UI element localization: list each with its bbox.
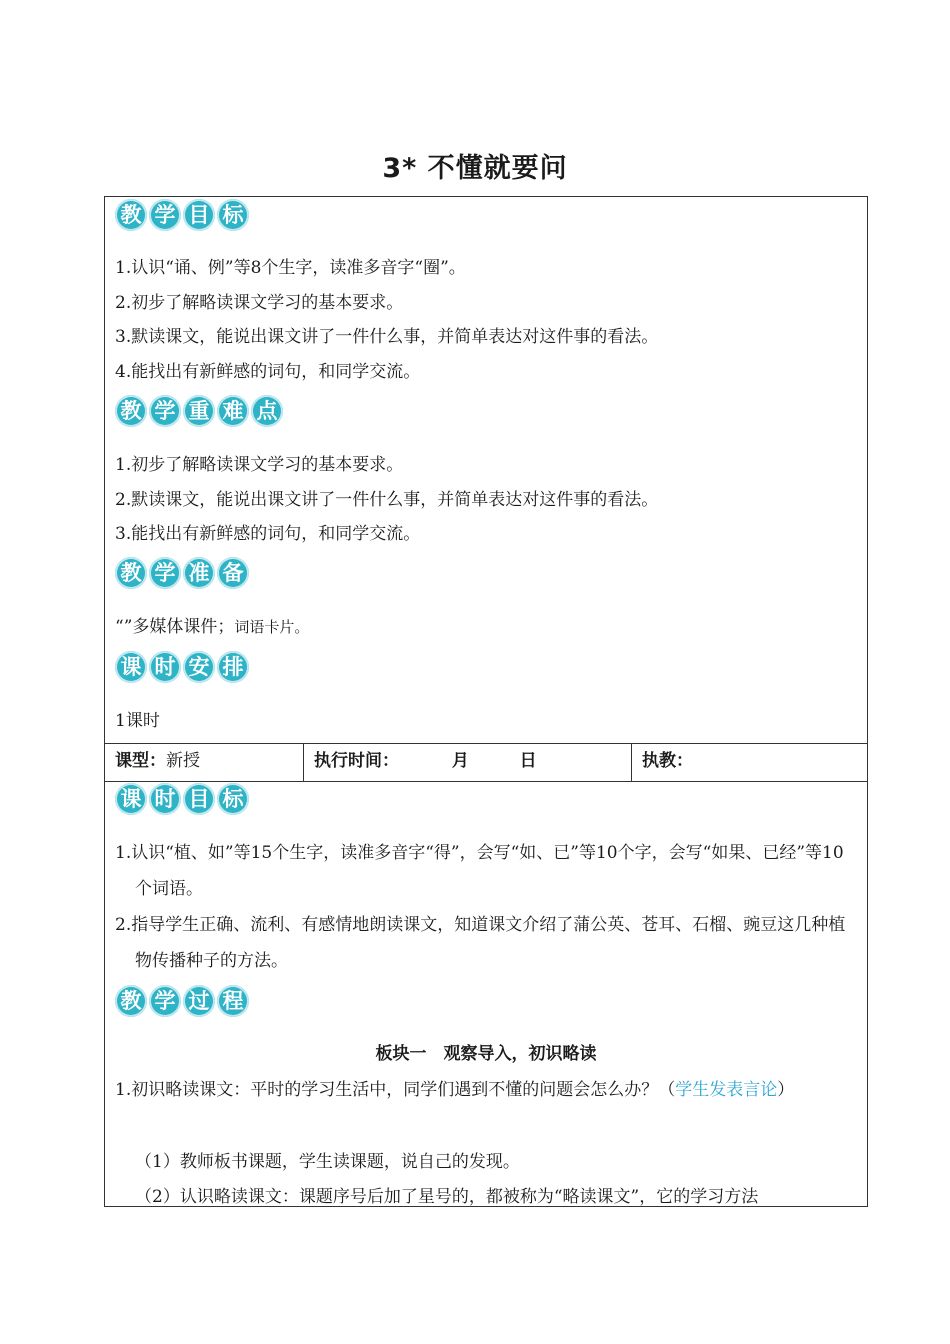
goal-item: 3.默读课文，能说出课文讲了一件什么事，并简单表达对这件事的看法。	[115, 327, 659, 347]
section-badge-key-points	[115, 395, 283, 427]
lesson-goal-item: 1.认识“植、如”等15个生字，读准多音字“得”，会写“如、已”等10个字，会写“如果、已经”等10个词语。	[115, 843, 844, 899]
block-title: 板块一 观察导入，初识略读	[375, 1044, 597, 1064]
process-item-end: ）	[777, 1080, 795, 1100]
execution-time-cell	[304, 744, 632, 781]
badge-char: 安	[183, 651, 215, 683]
prep-cards: 词语卡片。	[234, 618, 310, 636]
lesson-type-value: 新授	[166, 751, 200, 771]
process-item	[115, 1072, 859, 1108]
schedule-text: 1课时	[115, 711, 160, 731]
badge-char: 程	[217, 985, 249, 1017]
goal-item: 1.认识“诵、例”等8个生字，读准多音字“圈”。	[115, 258, 466, 278]
badge-char: 学	[149, 199, 181, 231]
process-item-text: 1.初识略读课文：平时的学习生活中，同学们遇到不懂的问题会怎么办？（	[115, 1080, 676, 1100]
badge-char: 教	[115, 395, 147, 427]
goal-item: 2.初步了解略读课文学习的基本要求。	[115, 293, 404, 313]
teacher-cell	[632, 744, 867, 781]
badge-char: 点	[251, 395, 283, 427]
section-badge-process	[115, 985, 249, 1017]
badge-char: 课	[115, 651, 147, 683]
prep-materials: “”多媒体课件；	[115, 617, 235, 637]
badge-char: 准	[183, 557, 215, 589]
process-item-note: 学生发表言论	[675, 1080, 778, 1100]
lesson-info-row	[105, 743, 867, 782]
badge-char: 目	[183, 783, 215, 815]
lesson-type-cell	[105, 744, 304, 781]
goal-item: 4.能找出有新鲜感的词句，和同学交流。	[115, 362, 421, 382]
process-subitem: （1）教师板书课题，学生读课题，说自己的发现。	[135, 1152, 520, 1172]
badge-char: 时	[149, 651, 181, 683]
lesson-goal-item: 2.指导学生正确、流利、有感情地朗读课文，知道课文介绍了蒲公英、苍耳、石榴、豌豆这几种植物传播种子的方法。	[115, 915, 846, 971]
page-title: 3* 不懂就要问	[382, 153, 568, 184]
section-badge-goals	[115, 199, 249, 231]
badge-char: 难	[217, 395, 249, 427]
badge-char: 标	[217, 783, 249, 815]
badge-char: 排	[217, 651, 249, 683]
key-point-item: 1.初步了解略读课文学习的基本要求。	[115, 455, 404, 475]
day-label: 日	[519, 751, 537, 771]
section-badge-prep	[115, 557, 249, 589]
badge-char: 教	[115, 557, 147, 589]
key-point-item: 3.能找出有新鲜感的词句，和同学交流。	[115, 524, 421, 544]
badge-char: 标	[217, 199, 249, 231]
teacher-label: 执教：	[642, 751, 693, 771]
lesson-type-label: 课型：	[115, 751, 166, 771]
badge-char: 目	[183, 199, 215, 231]
month-label: 月	[451, 751, 469, 771]
section-badge-schedule	[115, 651, 249, 683]
badge-char: 教	[115, 985, 147, 1017]
lesson-plan-table	[104, 196, 868, 1207]
badge-char: 教	[115, 199, 147, 231]
process-subitem: （2）认识略读课文：课题序号后加了星号的，都被称为“略读课文”，它的学习方法	[135, 1187, 759, 1207]
badge-char: 重	[183, 395, 215, 427]
badge-char: 过	[183, 985, 215, 1017]
prep-text	[115, 610, 859, 645]
badge-char: 学	[149, 395, 181, 427]
badge-char: 课	[115, 783, 147, 815]
section-badge-lesson-goals	[115, 783, 249, 815]
badge-char: 备	[217, 557, 249, 589]
execution-time-label: 执行时间：	[314, 751, 399, 771]
badge-char: 学	[149, 557, 181, 589]
key-point-item: 2.默读课文，能说出课文讲了一件什么事，并简单表达对这件事的看法。	[115, 490, 659, 510]
badge-char: 学	[149, 985, 181, 1017]
badge-char: 时	[149, 783, 181, 815]
